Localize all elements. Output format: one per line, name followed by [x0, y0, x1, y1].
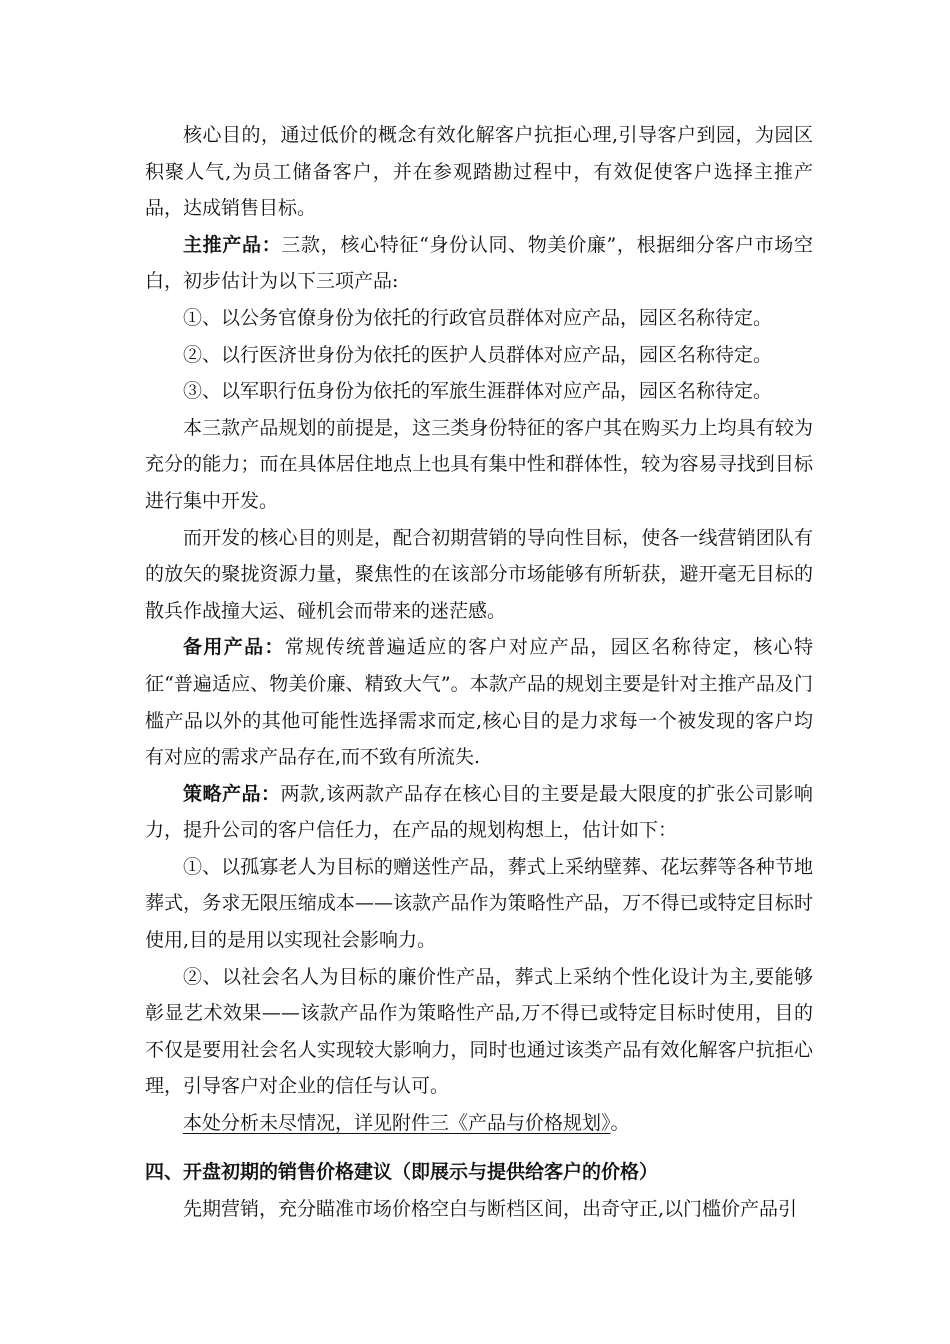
- main-products-heading: 主推产品：: [183, 233, 282, 256]
- paragraph-core-purpose: 核心目的，通过低价的概念有效化解客户抗拒心理,引导客户到园，为园区积聚人气,为员工储备客户，并在参观踏勘过程中，有效促使客户选择主推产品，达成销售目标。: [145, 124, 813, 220]
- list-item-3: ③、以军职行伍身份为依托的军旅生涯群体对应产品，园区名称待定。: [183, 380, 773, 403]
- document-body: [145, 117, 813, 1142]
- main-products-text: 三款，核心特征“身份认同、物美价廉”，根据细分客户市场空白，初步估计为以下三项产品:: [145, 233, 813, 293]
- paragraph-strategy-products: [145, 776, 813, 849]
- section-heading-opening-price: 四、开盘初期的销售价格建议（即展示与提供给客户的价格）: [145, 1161, 659, 1183]
- appendix-reference-link: 本处分析未尽情况，详见附件三《产品与价格规划》: [183, 1112, 611, 1135]
- paragraph-development-purpose: 而开发的核心目的则是，配合初期营销的导向性目标，使各一线营销团队有的放矢的聚拢资源力量，聚焦性的在该部分市场能够有所斩获，避开毫无目标的散兵作战撞大运、碰机会而带来的迷茫感。: [145, 526, 813, 622]
- paragraph-main-products: [145, 227, 813, 300]
- section-body: [145, 1191, 813, 1228]
- appendix-reference-period: 。: [610, 1112, 630, 1135]
- strategy-item-2: ②、以社会名人为目标的廉价性产品，葬式上采纳个性化设计为主,要能够彰显艺术效果——该款产品作为策略性产品,万不得已或特定目标时使用，目的不仅是要用社会名人实现较大影响力，同时也通过该类产品有效化解客户抗拒心理，引导客户对企业的信任与认可。: [145, 965, 813, 1098]
- list-item-1: ①、以公务官僚身份为依托的行政官员群体对应产品，园区名称待定。: [183, 306, 773, 329]
- strategy-products-heading: 策略产品：: [183, 782, 281, 805]
- paragraph-backup-products: [145, 629, 813, 775]
- strategy-products-text: 两款,该两款产品存在核心目的主要是最大限度的扩张公司影响力，提升公司的客户信任力，在产品的规划构想上，估计如下：: [145, 782, 813, 842]
- section-paragraph-1: 先期营销，充分瞄准市场价格空白与断档区间，出奇守正,以门槛价产品引: [183, 1198, 798, 1220]
- paragraph-appendix-reference: [145, 1105, 813, 1142]
- list-item-2: ②、以行医济世身份为依托的医护人员群体对应产品，园区名称待定。: [183, 343, 773, 366]
- strategy-item-1: ①、以孤寡老人为目标的赠送性产品，葬式上采纳壁葬、花坛葬等各种节地葬式，务求无限压缩成本——该款产品作为策略性产品，万不得已或特定目标时使用,目的是用以实现社会影响力。: [145, 855, 813, 952]
- backup-products-text: 常规传统普遍适应的客户对应产品，园区名称待定，核心特征“普遍适应、物美价廉、精致大气”。本款产品的规划主要是针对主推产品及门槛产品以外的其他可能性选择需求而定,核心目的是力求每一个被发现的客户均有对应的需求产品存在,而不致有所流失.: [145, 636, 813, 769]
- paragraph-premise: 本三款产品规划的前提是，这三类身份特征的客户其在购买力上均具有较为充分的能力；而在具体居住地点上也具有集中性和群体性，较为容易寻找到目标进行集中开发。: [145, 416, 813, 512]
- backup-products-heading: 备用产品：: [183, 636, 285, 659]
